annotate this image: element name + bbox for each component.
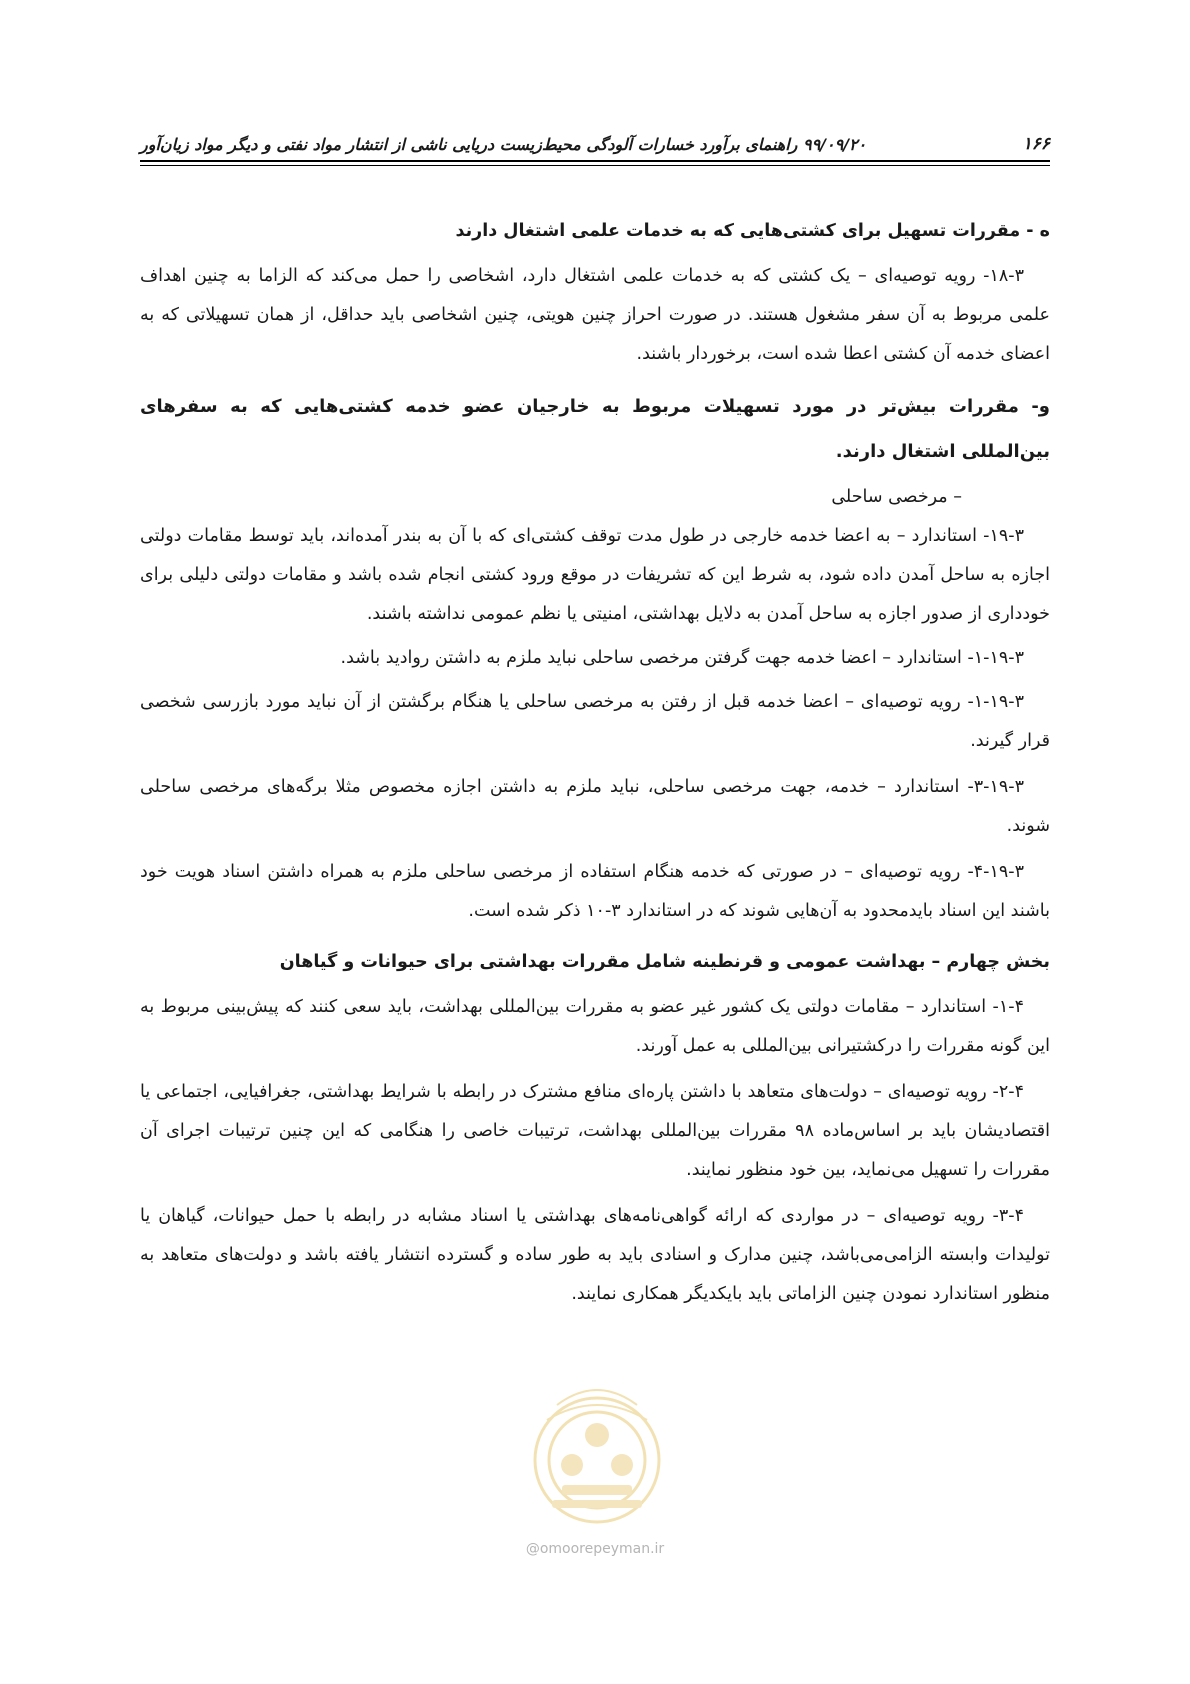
paragraph: ۳-۴- رویه توصیه‌ای – در مواردی که ارائه گواهی‌نامه‌های بهداشتی یا اسناد مشابه در رابطه با حمل حیوانات، گیاهان یا تولیدات وابسته الزامی‌می‌باشد، چنین مدارک و اسنادی باید به طور ساده و گسترده انتشار یافته باشد و دولت‌های متعاهد به منظور استاندارد نمودن چنین الزاماتی باید بایکدیگر همکاری نمایند. <box>140 1206 1050 1304</box>
section-heading-v: و- مقررات بیش‌تر در مورد تسهیلات مربوط به خارجیان عضو خدمه کشتی‌هایی که به سفرهای بین‌المللی اشتغال دارند. <box>140 396 1050 462</box>
header-rule-thin <box>140 165 1050 166</box>
watermark-logo <box>492 1365 702 1535</box>
paragraph: ۱-۴- استاندارد – مقامات دولتی یک کشور غیر عضو به مقررات بین‌المللی بهداشت، باید سعی کنند که پیش‌بینی مربوط به این گونه مقررات را درکشتیرانی بین‌المللی به عمل آورند. <box>140 997 1050 1056</box>
paragraph: ۲-۴- رویه توصیه‌ای – دولت‌های متعاهد با داشتن پاره‌ای منافع مشترک در رابطه با شرایط بهداشتی، جغرافیایی، اجتماعی یا اقتصادیشان باید بر اساس‌ماده ۹۸ مقررات بین‌المللی بهداشت، ترتیبات خاصی را هنگامی که این چنین ترتیبات اجرای آن مقررات را تسهیل می‌نماید، بین خود منظور نمایند. <box>140 1082 1051 1180</box>
paragraph: ۱-۱۹-۳- استاندارد – اعضا خدمه جهت گرفتن مرخصی ساحلی نباید ملزم به داشتن روادید باشد. <box>340 648 1024 668</box>
paragraph: ۱۸-۳- رویه توصیه‌ای – یک کشتی که به خدمات علمی اشتغال دارد، اشخاصی را حمل می‌کند که الزاما به چنین اهداف علمی مربوط به آن سفر مشغول هستند. در صورت احراز چنین هویتی، چنین اشخاصی باید حداقل، از همان تسهیلاتی که به اعضای خدمه آن کشتی اعطا شده است، برخوردار باشند. <box>140 266 1050 364</box>
paragraph: ۳-۱۹-۳- استاندارد – خدمه، جهت مرخصی ساحلی، نباید ملزم به داشتن اجازه مخصوص مثلا برگه‌های مرخصی ساحلی شوند. <box>140 777 1050 836</box>
watermark-url: @omoorepeyman.ir <box>525 1541 665 1557</box>
section-heading-4: بخش چهارم – بهداشت عمومی و قرنطینه شامل مقررات بهداشتی برای حیوانات و گیاهان <box>279 952 1050 972</box>
page-number: ۱۶۶ <box>1022 134 1050 154</box>
paragraph: ۱-۱۹-۳- رویه توصیه‌ای – اعضا خدمه قبل از رفتن به مرخصی ساحلی یا هنگام برگشتن از آن نباید مورد بازرسی شخصی قرار گیرند. <box>140 692 1050 751</box>
running-header <box>140 126 1050 154</box>
paragraph: ۱۹-۳- استاندارد – به اعضا خدمه خارجی در طول مدت توقف کشتی‌ای که با آن به بندر آمده‌اند، باید توسط مقامات دولتی اجازه به ساحل آمدن داده شود، به شرط این که تشریفات در موقع ورود کشتی انجام شده باشد و مقامات دولتی دلیلی برای خودداری از صدور اجازه به ساحل آمدن به دلایل بهداشتی، امنیتی یا نظم عمومی نداشته باشند. <box>140 526 1050 624</box>
header-rule-thick <box>140 160 1050 162</box>
page-body <box>140 212 1050 1321</box>
paragraph: ۴-۱۹-۳- رویه توصیه‌ای – در صورتی که خدمه هنگام استفاده از مرخصی ساحلی ملزم به همراه داشتن اسناد هویت خود باشند این اسناد بایدمحدود به آن‌هایی شوند که در استاندارد ۳-۱۰ ذکر شده است. <box>140 862 1050 921</box>
running-title: ۹۹/۰۹/۲۰ راهنمای برآورد خسارات آلودگی محیط‌زیست دریایی ناشی از انتشار مواد نفتی و دیگر مواد زیان‌آور <box>140 135 867 154</box>
bullet-shore-leave: – مرخصی ساحلی <box>831 487 962 507</box>
section-heading-h: ه - مقررات تسهیل برای کشتی‌هایی که به خدمات علمی اشتغال دارند <box>455 221 1050 241</box>
